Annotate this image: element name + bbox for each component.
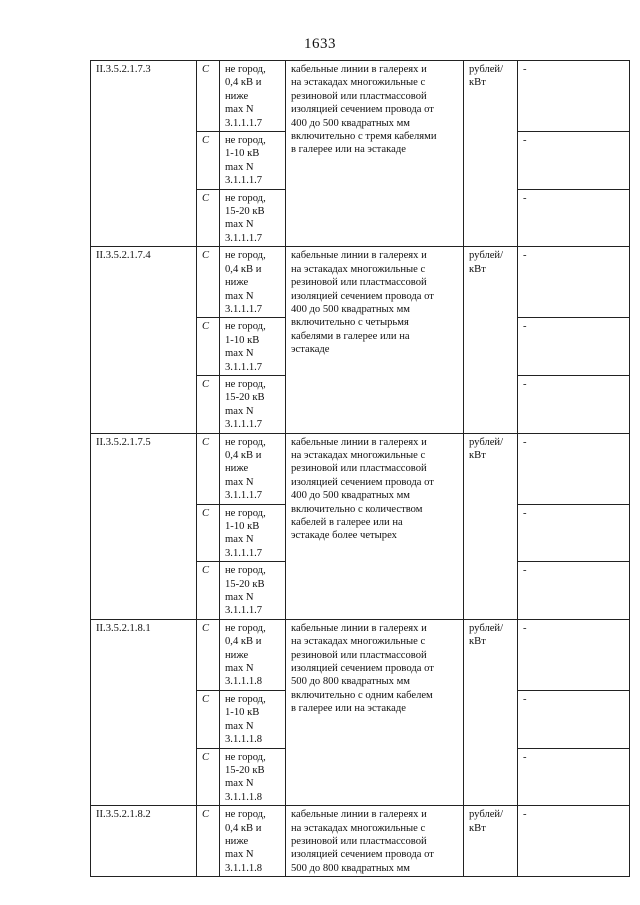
value-cell (518, 132, 630, 190)
symbol-cell (197, 748, 220, 806)
page-number: 1633 (304, 36, 336, 52)
condition-cell-text: не город, 0,4 кВ и ниже max N 3.1.1.1.8 (225, 622, 266, 688)
symbol-cell (197, 690, 220, 748)
symbol-cell (197, 318, 220, 376)
condition-cell-text: не город, 15-20 кВ max N 3.1.1.1.8 (225, 751, 266, 803)
symbol-cell (197, 504, 220, 562)
unit-cell-text: рублей/ кВт (469, 809, 504, 834)
condition-cell (220, 375, 286, 433)
condition-cell (220, 189, 286, 247)
value-cell-text: - (523, 565, 527, 577)
unit-cell-text: рублей/ кВт (469, 436, 504, 461)
condition-cell (220, 619, 286, 690)
description-cell-text: кабельные линии в галереях и на эстакадах многожильные с резиновой или пластмассовой изоляцией сечением провода от 500 до 800 квадратных мм включительно с одним кабелем в галерее или на эстакаде (291, 622, 434, 715)
description-cell (286, 247, 464, 433)
symbol-cell (197, 562, 220, 620)
condition-cell-text: не город, 0,4 кВ и ниже max N 3.1.1.1.7 (225, 436, 266, 502)
unit-cell-text: рублей/ кВт (469, 622, 504, 648)
condition-cell (220, 504, 286, 562)
value-cell-text: - (523, 64, 527, 75)
symbol-cell (197, 433, 220, 504)
symbol-cell-text: С (202, 192, 210, 204)
value-cell-text: - (523, 507, 527, 519)
unit-cell (464, 806, 518, 877)
description-cell-text: кабельные линии в галереях и на эстакадах многожильные с резиновой или пластмассовой изоляцией сечением провода от 400 до 500 квадратных мм включительно с тремя кабелями в галерее или на эстакаде (291, 64, 437, 156)
condition-cell (220, 132, 286, 190)
symbol-cell-text: С (202, 321, 210, 333)
item-code-cell (91, 433, 197, 619)
value-cell (518, 318, 630, 376)
table-row (91, 433, 630, 504)
item-code-cell-text: II.3.5.2.1.8.2 (96, 809, 151, 821)
value-cell-text: - (523, 321, 527, 333)
value-cell (518, 433, 630, 504)
condition-cell (220, 806, 286, 877)
symbol-cell-text: С (202, 378, 210, 390)
symbol-cell (197, 806, 220, 877)
item-code-cell-text: II.3.5.2.1.8.1 (96, 622, 151, 634)
value-cell-text: - (523, 436, 527, 448)
symbol-cell-text: С (202, 436, 210, 448)
value-cell-text: - (523, 693, 527, 705)
value-cell-text: - (523, 622, 527, 634)
item-code-cell (91, 61, 197, 247)
symbol-cell-text: С (202, 507, 210, 519)
symbol-cell (197, 189, 220, 247)
unit-cell (464, 247, 518, 433)
symbol-cell-text: С (202, 622, 210, 634)
value-cell-text: - (523, 250, 527, 262)
symbol-cell-text: С (202, 751, 210, 763)
condition-cell (220, 433, 286, 504)
value-cell (518, 562, 630, 620)
value-cell-text: - (523, 751, 527, 763)
unit-cell-text: рублей/ кВт (469, 64, 504, 89)
condition-cell-text: не город, 1-10 кВ max N 3.1.1.1.8 (225, 693, 266, 746)
table-row (91, 619, 630, 690)
value-cell (518, 619, 630, 690)
symbol-cell (197, 132, 220, 190)
symbol-cell-text: С (202, 64, 210, 75)
description-cell (286, 61, 464, 247)
unit-cell (464, 433, 518, 619)
item-code-cell-text: II.3.5.2.1.7.4 (96, 250, 151, 262)
symbol-cell-text: С (202, 135, 210, 147)
unit-cell (464, 61, 518, 247)
item-code-cell-text: II.3.5.2.1.7.3 (96, 64, 151, 75)
condition-cell (220, 61, 286, 132)
condition-cell-text: не город, 15-20 кВ max N 3.1.1.1.7 (225, 378, 266, 431)
condition-cell-text: не город, 1-10 кВ max N 3.1.1.1.7 (225, 321, 266, 373)
symbol-cell-text: С (202, 693, 210, 705)
condition-cell-text: не город, 15-20 кВ max N 3.1.1.1.7 (225, 192, 266, 244)
item-code-cell (91, 247, 197, 433)
condition-cell-text: не город, 1-10 кВ max N 3.1.1.1.7 (225, 507, 266, 559)
value-cell (518, 189, 630, 247)
condition-cell (220, 247, 286, 318)
table-row (91, 61, 630, 132)
symbol-cell (197, 619, 220, 690)
value-cell (518, 504, 630, 562)
value-cell (518, 690, 630, 748)
item-code-cell (91, 806, 197, 877)
item-code-cell (91, 619, 197, 805)
value-cell-text: - (523, 135, 527, 147)
symbol-cell (197, 375, 220, 433)
condition-cell-text: не город, 15-20 кВ max N 3.1.1.1.7 (225, 565, 266, 617)
tariff-table-body (91, 61, 630, 877)
symbol-cell (197, 247, 220, 318)
value-cell-text: - (523, 378, 527, 390)
description-cell (286, 433, 464, 619)
unit-cell (464, 619, 518, 805)
value-cell (518, 61, 630, 132)
table-row (91, 247, 630, 318)
description-cell-text: кабельные линии в галереях и на эстакадах многожильные с резиновой или пластмассовой изоляцией сечением провода от 400 до 500 квадратных мм включительно с количеством кабелей в галерее или на эстакаде более четырех (291, 436, 434, 542)
symbol-cell-text: С (202, 565, 210, 577)
condition-cell (220, 318, 286, 376)
condition-cell-text: не город, 1-10 кВ max N 3.1.1.1.7 (225, 135, 266, 187)
value-cell (518, 247, 630, 318)
condition-cell-text: не город, 0,4 кВ и ниже max N 3.1.1.1.8 (225, 809, 266, 874)
value-cell (518, 375, 630, 433)
symbol-cell-text: С (202, 809, 210, 821)
condition-cell-text: не город, 0,4 кВ и ниже max N 3.1.1.1.7 (225, 250, 266, 315)
description-cell (286, 806, 464, 877)
tariff-table (90, 60, 630, 877)
unit-cell-text: рублей/ кВт (469, 250, 504, 275)
symbol-cell-text: С (202, 250, 210, 262)
condition-cell (220, 690, 286, 748)
condition-cell (220, 748, 286, 806)
value-cell (518, 806, 630, 877)
condition-cell-text: не город, 0,4 кВ и ниже max N 3.1.1.1.7 (225, 64, 266, 129)
description-cell (286, 619, 464, 805)
symbol-cell (197, 61, 220, 132)
item-code-cell-text: II.3.5.2.1.7.5 (96, 436, 151, 448)
table-row (91, 806, 630, 877)
description-cell-text: кабельные линии в галереях и на эстакадах многожильные с резиновой или пластмассовой изоляцией сечением провода от 400 до 500 квадратных мм включительно с четырьмя кабелями в галерее или на эстакаде (291, 250, 434, 356)
description-cell-text: кабельные линии в галереях и на эстакадах многожильные с резиновой или пластмассовой изоляцией сечением провода от 500 до 800 квадратных мм (291, 809, 434, 874)
value-cell (518, 748, 630, 806)
condition-cell (220, 562, 286, 620)
value-cell-text: - (523, 192, 527, 204)
value-cell-text: - (523, 809, 527, 821)
